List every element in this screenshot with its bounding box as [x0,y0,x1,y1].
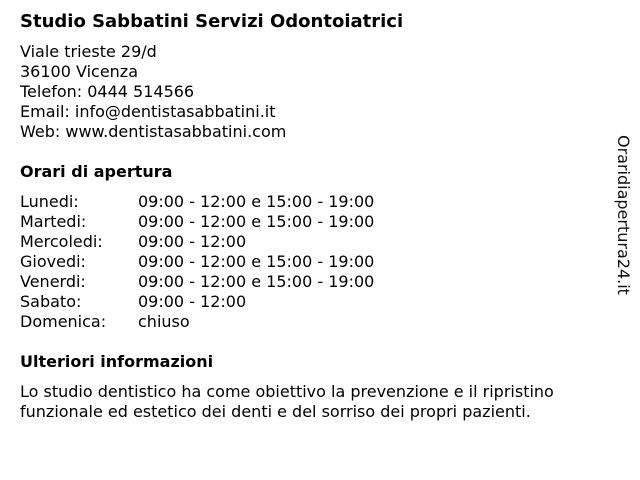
day-hours: 09:00 - 12:00 e 15:00 - 19:00 [138,252,375,271]
hours-row-saturday [20,292,610,312]
day-label: Mercoledi: [20,232,103,251]
day-hours: chiuso [138,312,190,331]
day-hours: 09:00 - 12:00 e 15:00 - 19:00 [138,212,375,231]
day-hours: 09:00 - 12:00 [138,232,247,251]
opening-hours-heading: Orari di apertura [20,162,173,181]
day-label: Domenica: [20,312,107,331]
day-hours: 09:00 - 12:00 e 15:00 - 19:00 [138,192,375,211]
business-card [20,10,610,422]
more-info-text: Lo studio dentistico ha come obiettivo la prevenzione e il ripristino funzionale ed estetico dei denti e del sorriso dei propri pazienti. [20,382,554,421]
day-label: Lunedi: [20,192,79,211]
opening-hours-table [20,192,610,332]
day-label: Sabato: [20,292,82,311]
business-title: Studio Sabbatini Servizi Odontoiatrici [20,11,404,32]
contact-block [20,42,610,142]
hours-row-thursday [20,252,610,272]
hours-row-friday [20,272,610,292]
hours-row-wednesday [20,232,610,252]
day-label: Venerdi: [20,272,86,291]
hours-row-monday [20,192,610,212]
address-city: 36100 Vicenza [20,62,139,81]
phone-text: Telefon: 0444 514566 [20,82,195,101]
more-info-heading: Ulteriori informazioni [20,352,214,371]
website-text: Web: www.dentistasabbatini.com [20,122,287,141]
day-label: Martedi: [20,212,87,231]
site-watermark: Oraridiapertura24.it [614,135,633,295]
day-label: Giovedi: [20,252,86,271]
day-hours: 09:00 - 12:00 [138,292,247,311]
address-street: Viale trieste 29/d [20,42,157,61]
hours-row-tuesday [20,212,610,232]
hours-row-sunday [20,312,610,332]
day-hours: 09:00 - 12:00 e 15:00 - 19:00 [138,272,375,291]
email-text: Email: info@dentistasabbatini.it [20,102,276,121]
